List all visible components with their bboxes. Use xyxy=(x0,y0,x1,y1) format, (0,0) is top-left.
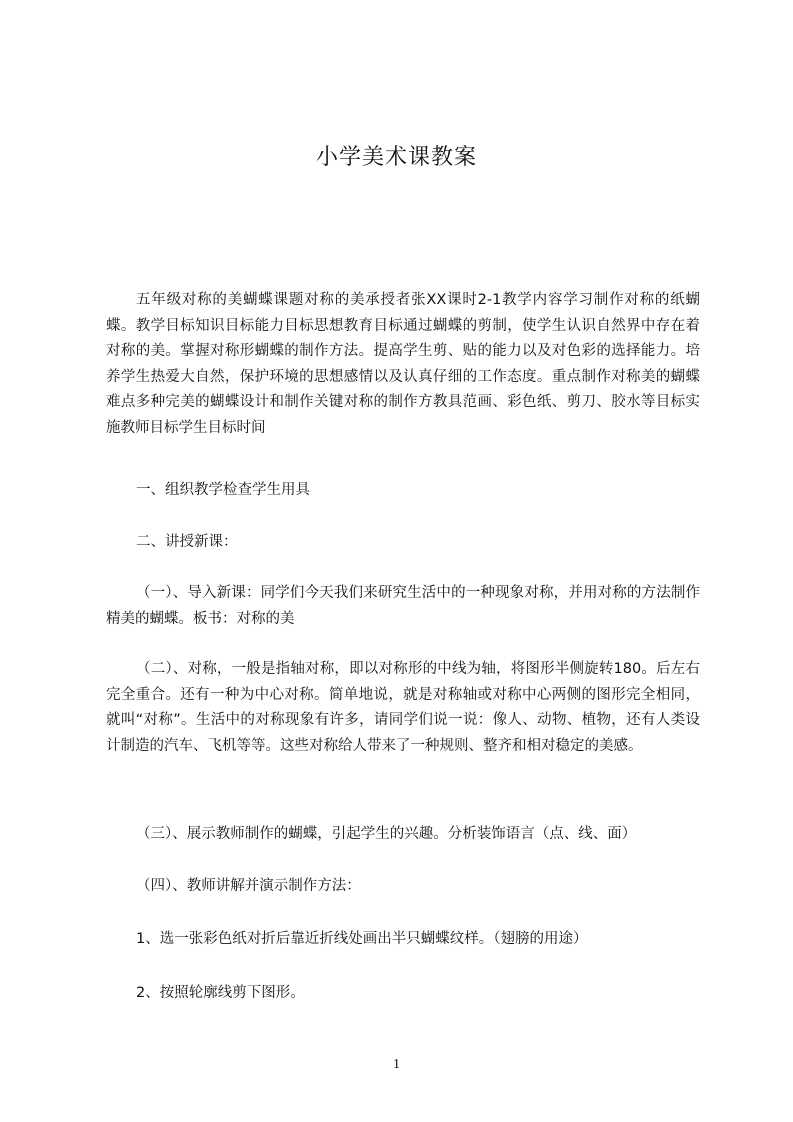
paragraph-section-one: 一、组织教学检查学生用具 xyxy=(136,482,310,498)
paragraph-step-two: 2、按照轮廓线剪下图形。 xyxy=(136,985,305,1001)
page-number: 1 xyxy=(393,1057,400,1072)
paragraph-demo-method: （四）、教师讲解并演示制作方法： xyxy=(136,878,361,894)
paragraph-intro-new-lesson: （一）、导入新课：同学们今天我们来研究生活中的一种现象对称，并用对称的方法制作精美的蝴蝶。板书：对称的美 xyxy=(106,585,700,627)
paragraph-symmetry-explanation: （二）、对称，一般是指轴对称，即以对称形的中线为轴，将图形半侧旋转180。后左右完全重合。还有一种为中心对称。简单地说，就是对称轴或对称中心两侧的图形完全相同，就叫“对称”。生活中的对称现象有许多，请同学们说一说：像人、动物、植物，还有人类设计制造的汽车、飞机等等。这些对称给人带来了一种规则、整齐和相对稳定的美感。 xyxy=(106,661,700,754)
paragraph-section-two: 二、讲授新课： xyxy=(136,534,238,550)
paragraph-lesson-overview: 五年级对称的美蝴蝶课题对称的美承授者张XX课时2-1教学内容学习制作对称的纸蝴蝶。教学目标知识目标能力目标思想教育目标通过蝴蝶的剪制，使学生认识自然界中存在着对称的美。掌握对称形蝴蝶的制作方法。提高学生剪、贴的能力以及对色彩的选择能力。培养学生热爱大自然，保护环境的思想感情以及认真仔细的工作态度。重点制作对称美的蝴蝶难点多种完美的蝴蝶设计和制作关键对称的制作方教具范画、彩色纸、剪刀、胶水等目标实施教师目标学生目标时间 xyxy=(106,292,700,436)
document-title: 小学美术课教案 xyxy=(315,145,477,170)
paragraph-show-butterfly: （三）、展示教师制作的蝴蝶，引起学生的兴趣。分析装饰语言（点、线、面） xyxy=(136,826,637,842)
paragraph-step-one: 1、选一张彩色纸对折后靠近折线处画出半只蝴蝶纹样。（翅膀的用途） xyxy=(136,931,588,947)
